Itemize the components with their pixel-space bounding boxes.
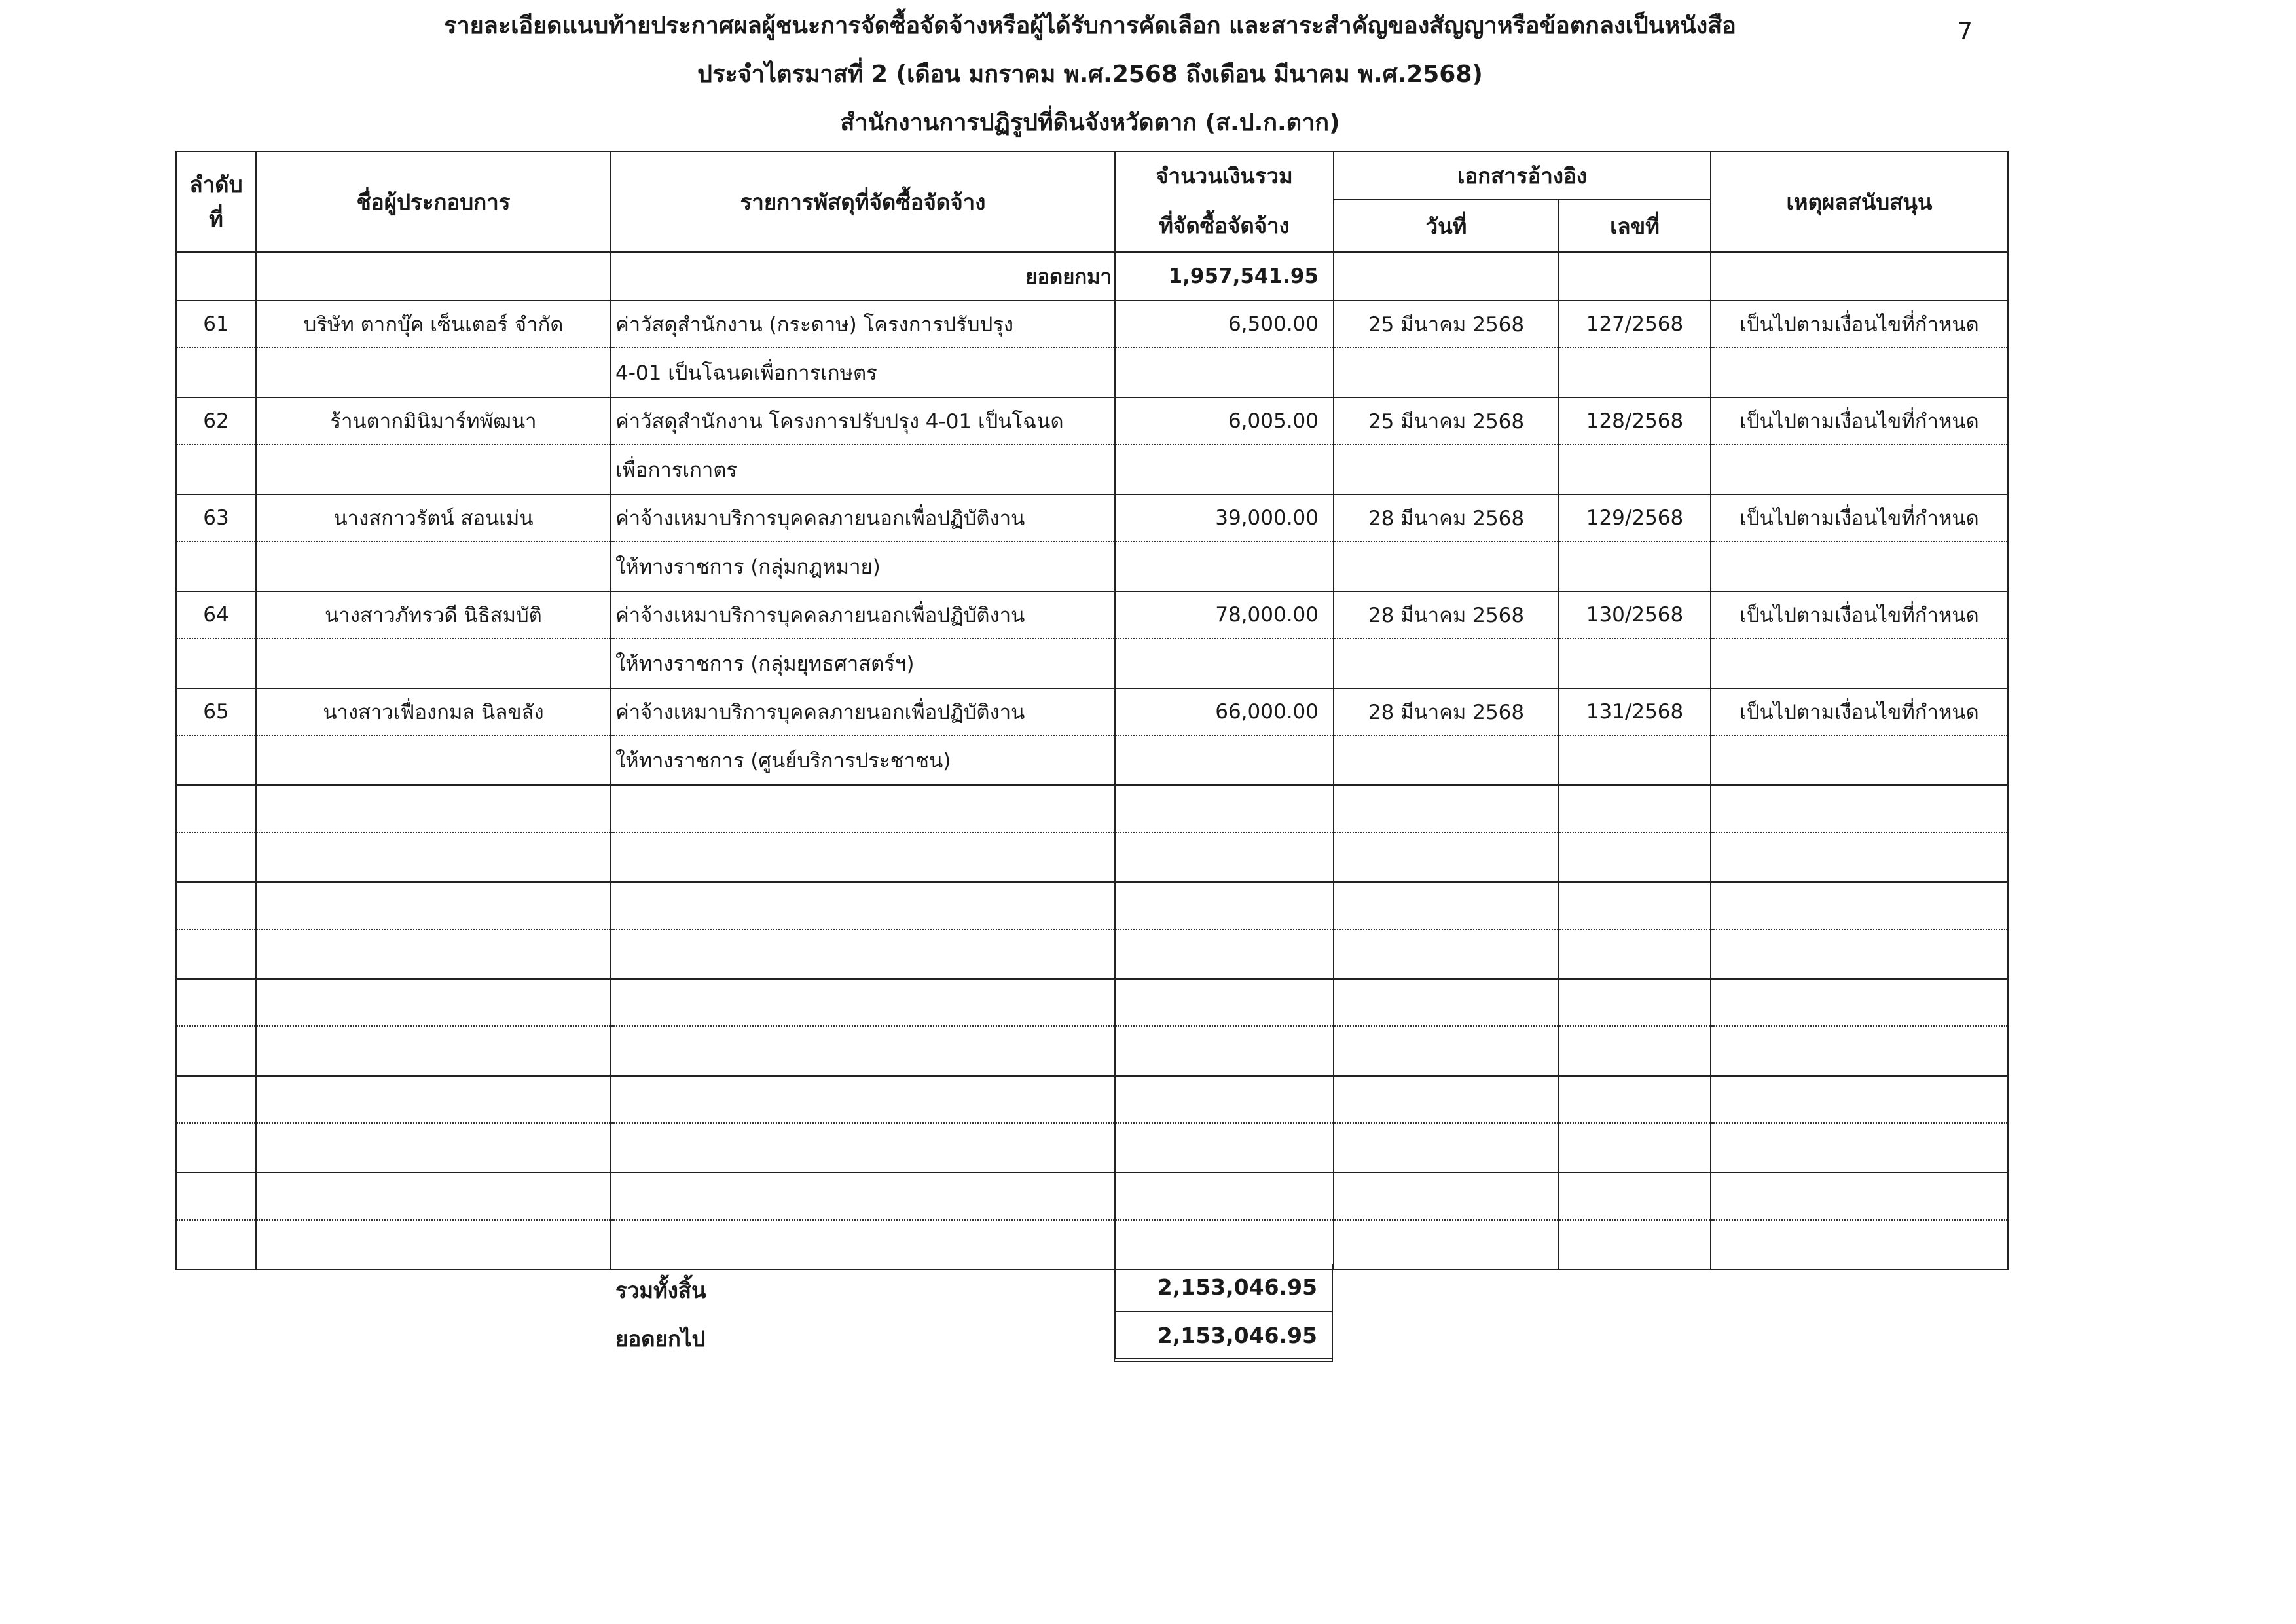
- row-amount: 66,000.00: [1115, 688, 1334, 735]
- document-office: สำนักงานการปฏิรูปที่ดินจังหวัดตาก (ส.ป.ก.ตาก): [840, 109, 1340, 136]
- empty-row: [176, 785, 2008, 832]
- carry-out-label: ยอดยกไป: [615, 1326, 706, 1352]
- row-amount: 6,005.00: [1115, 397, 1334, 445]
- row-amount: 39,000.00: [1115, 494, 1334, 542]
- table-row: [176, 397, 2008, 445]
- row-item: ค่าวัสดุสำนักงาน โครงการปรับปรุง 4-01 เป็นโฉนด: [611, 397, 1115, 445]
- header-vendor: ชื่อผู้ประกอบการ: [256, 151, 611, 252]
- header-no-line2: ที่: [209, 206, 223, 232]
- row-date: 25 มีนาคม 2568: [1334, 301, 1559, 348]
- row-doc-number: 130/2568: [1559, 591, 1711, 638]
- carry-forward-row: [176, 252, 2008, 301]
- row-reason: เป็นไปตามเงื่อนไขที่กำหนด: [1711, 494, 2008, 542]
- table-row-continuation: [176, 348, 2008, 397]
- row-amount: 6,500.00: [1115, 301, 1334, 348]
- table-row: [176, 301, 2008, 348]
- header-no: [176, 151, 256, 252]
- empty-row: [176, 1173, 2008, 1220]
- row-vendor: บริษัท ตากบุ๊ค เซ็นเตอร์ จำกัด: [256, 301, 611, 348]
- row-item: ค่าจ้างเหมาบริการบุคคลภายนอกเพื่อปฏิบัติงาน: [611, 591, 1115, 638]
- header-amount-line2: ที่จัดซื้อจัดจ้าง: [1115, 200, 1334, 252]
- table-row: [176, 688, 2008, 735]
- row-vendor: นางสกาวรัตน์ สอนเม่น: [256, 494, 611, 542]
- header-amount-line1: จำนวนเงินรวม: [1115, 151, 1334, 200]
- row-vendor: นางสาวภัทรวดี นิธิสมบัติ: [256, 591, 611, 638]
- carry-forward-amount: 1,957,541.95: [1115, 252, 1334, 301]
- row-no: 63: [176, 494, 256, 542]
- empty-row: [176, 832, 2008, 882]
- empty-row: [176, 979, 2008, 1026]
- table-row: [176, 494, 2008, 542]
- row-reason: เป็นไปตามเงื่อนไขที่กำหนด: [1711, 397, 2008, 445]
- total-label: รวมทั้งสิ้น: [615, 1278, 706, 1303]
- row-no: 62: [176, 397, 256, 445]
- row-no: 61: [176, 301, 256, 348]
- row-no: 64: [176, 591, 256, 638]
- row-item-continuation: เพื่อการเกาตร: [611, 445, 1115, 494]
- header-date: วันที่: [1334, 200, 1559, 252]
- row-reason: เป็นไปตามเงื่อนไขที่กำหนด: [1711, 591, 2008, 638]
- header-no-line1: ลำดับ: [189, 172, 243, 197]
- empty-row: [176, 929, 2008, 979]
- row-doc-number: 131/2568: [1559, 688, 1711, 735]
- document-title: รายละเอียดแนบท้ายประกาศผลผู้ชนะการจัดซื้อจัดจ้างหรือผู้ได้รับการคัดเลือก และสาระสำคัญของสัญญาหรือข้อตกลงเป็นหนังสือ: [444, 12, 1736, 39]
- row-reason: เป็นไปตามเงื่อนไขที่กำหนด: [1711, 301, 2008, 348]
- carry-out-amount: 2,153,046.95: [1114, 1311, 1333, 1362]
- row-no: 65: [176, 688, 256, 735]
- table-row-continuation: [176, 735, 2008, 785]
- row-date: 25 มีนาคม 2568: [1334, 397, 1559, 445]
- row-vendor: ร้านตากมินิมาร์ทพัฒนา: [256, 397, 611, 445]
- document-period: ประจำไตรมาสที่ 2 (เดือน มกราคม พ.ศ.2568 ถึงเดือน มีนาคม พ.ศ.2568): [697, 61, 1483, 88]
- row-item-continuation: ให้ทางราชการ (กลุ่มกฎหมาย): [611, 542, 1115, 591]
- table-row: [176, 591, 2008, 638]
- row-item-continuation: 4-01 เป็นโฉนดเพื่อการเกษตร: [611, 348, 1115, 397]
- row-doc-number: 127/2568: [1559, 301, 1711, 348]
- page-number: 7: [1958, 18, 1973, 45]
- empty-row: [176, 882, 2008, 929]
- procurement-table: [175, 151, 2009, 1270]
- row-date: 28 มีนาคม 2568: [1334, 688, 1559, 735]
- header-number: เลขที่: [1559, 200, 1711, 252]
- row-item: ค่าจ้างเหมาบริการบุคคลภายนอกเพื่อปฏิบัติงาน: [611, 688, 1115, 735]
- row-doc-number: 128/2568: [1559, 397, 1711, 445]
- row-amount: 78,000.00: [1115, 591, 1334, 638]
- row-doc-number: 129/2568: [1559, 494, 1711, 542]
- empty-row: [176, 1026, 2008, 1076]
- row-vendor: นางสาวเฟื่องกมล นิลขลัง: [256, 688, 611, 735]
- header-ref-doc: เอกสารอ้างอิง: [1334, 151, 1711, 200]
- table-row-continuation: [176, 638, 2008, 688]
- row-item-continuation: ให้ทางราชการ (กลุ่มยุทธศาสตร์ฯ): [611, 638, 1115, 688]
- table-row-continuation: [176, 542, 2008, 591]
- total-amount: 2,153,046.95: [1114, 1264, 1333, 1311]
- row-item: ค่าวัสดุสำนักงาน (กระดาษ) โครงการปรับปรุง: [611, 301, 1115, 348]
- row-item: ค่าจ้างเหมาบริการบุคคลภายนอกเพื่อปฏิบัติงาน: [611, 494, 1115, 542]
- row-reason: เป็นไปตามเงื่อนไขที่กำหนด: [1711, 688, 2008, 735]
- table-row-continuation: [176, 445, 2008, 494]
- header-item: รายการพัสดุที่จัดซื้อจัดจ้าง: [611, 151, 1115, 252]
- empty-row: [176, 1123, 2008, 1173]
- empty-row: [176, 1076, 2008, 1123]
- row-date: 28 มีนาคม 2568: [1334, 494, 1559, 542]
- carry-forward-label: ยอดยกมา: [611, 252, 1115, 301]
- row-item-continuation: ให้ทางราชการ (ศูนย์บริการประชาชน): [611, 735, 1115, 785]
- empty-row: [176, 1220, 2008, 1270]
- row-date: 28 มีนาคม 2568: [1334, 591, 1559, 638]
- header-reason: เหตุผลสนับสนุน: [1711, 151, 2008, 252]
